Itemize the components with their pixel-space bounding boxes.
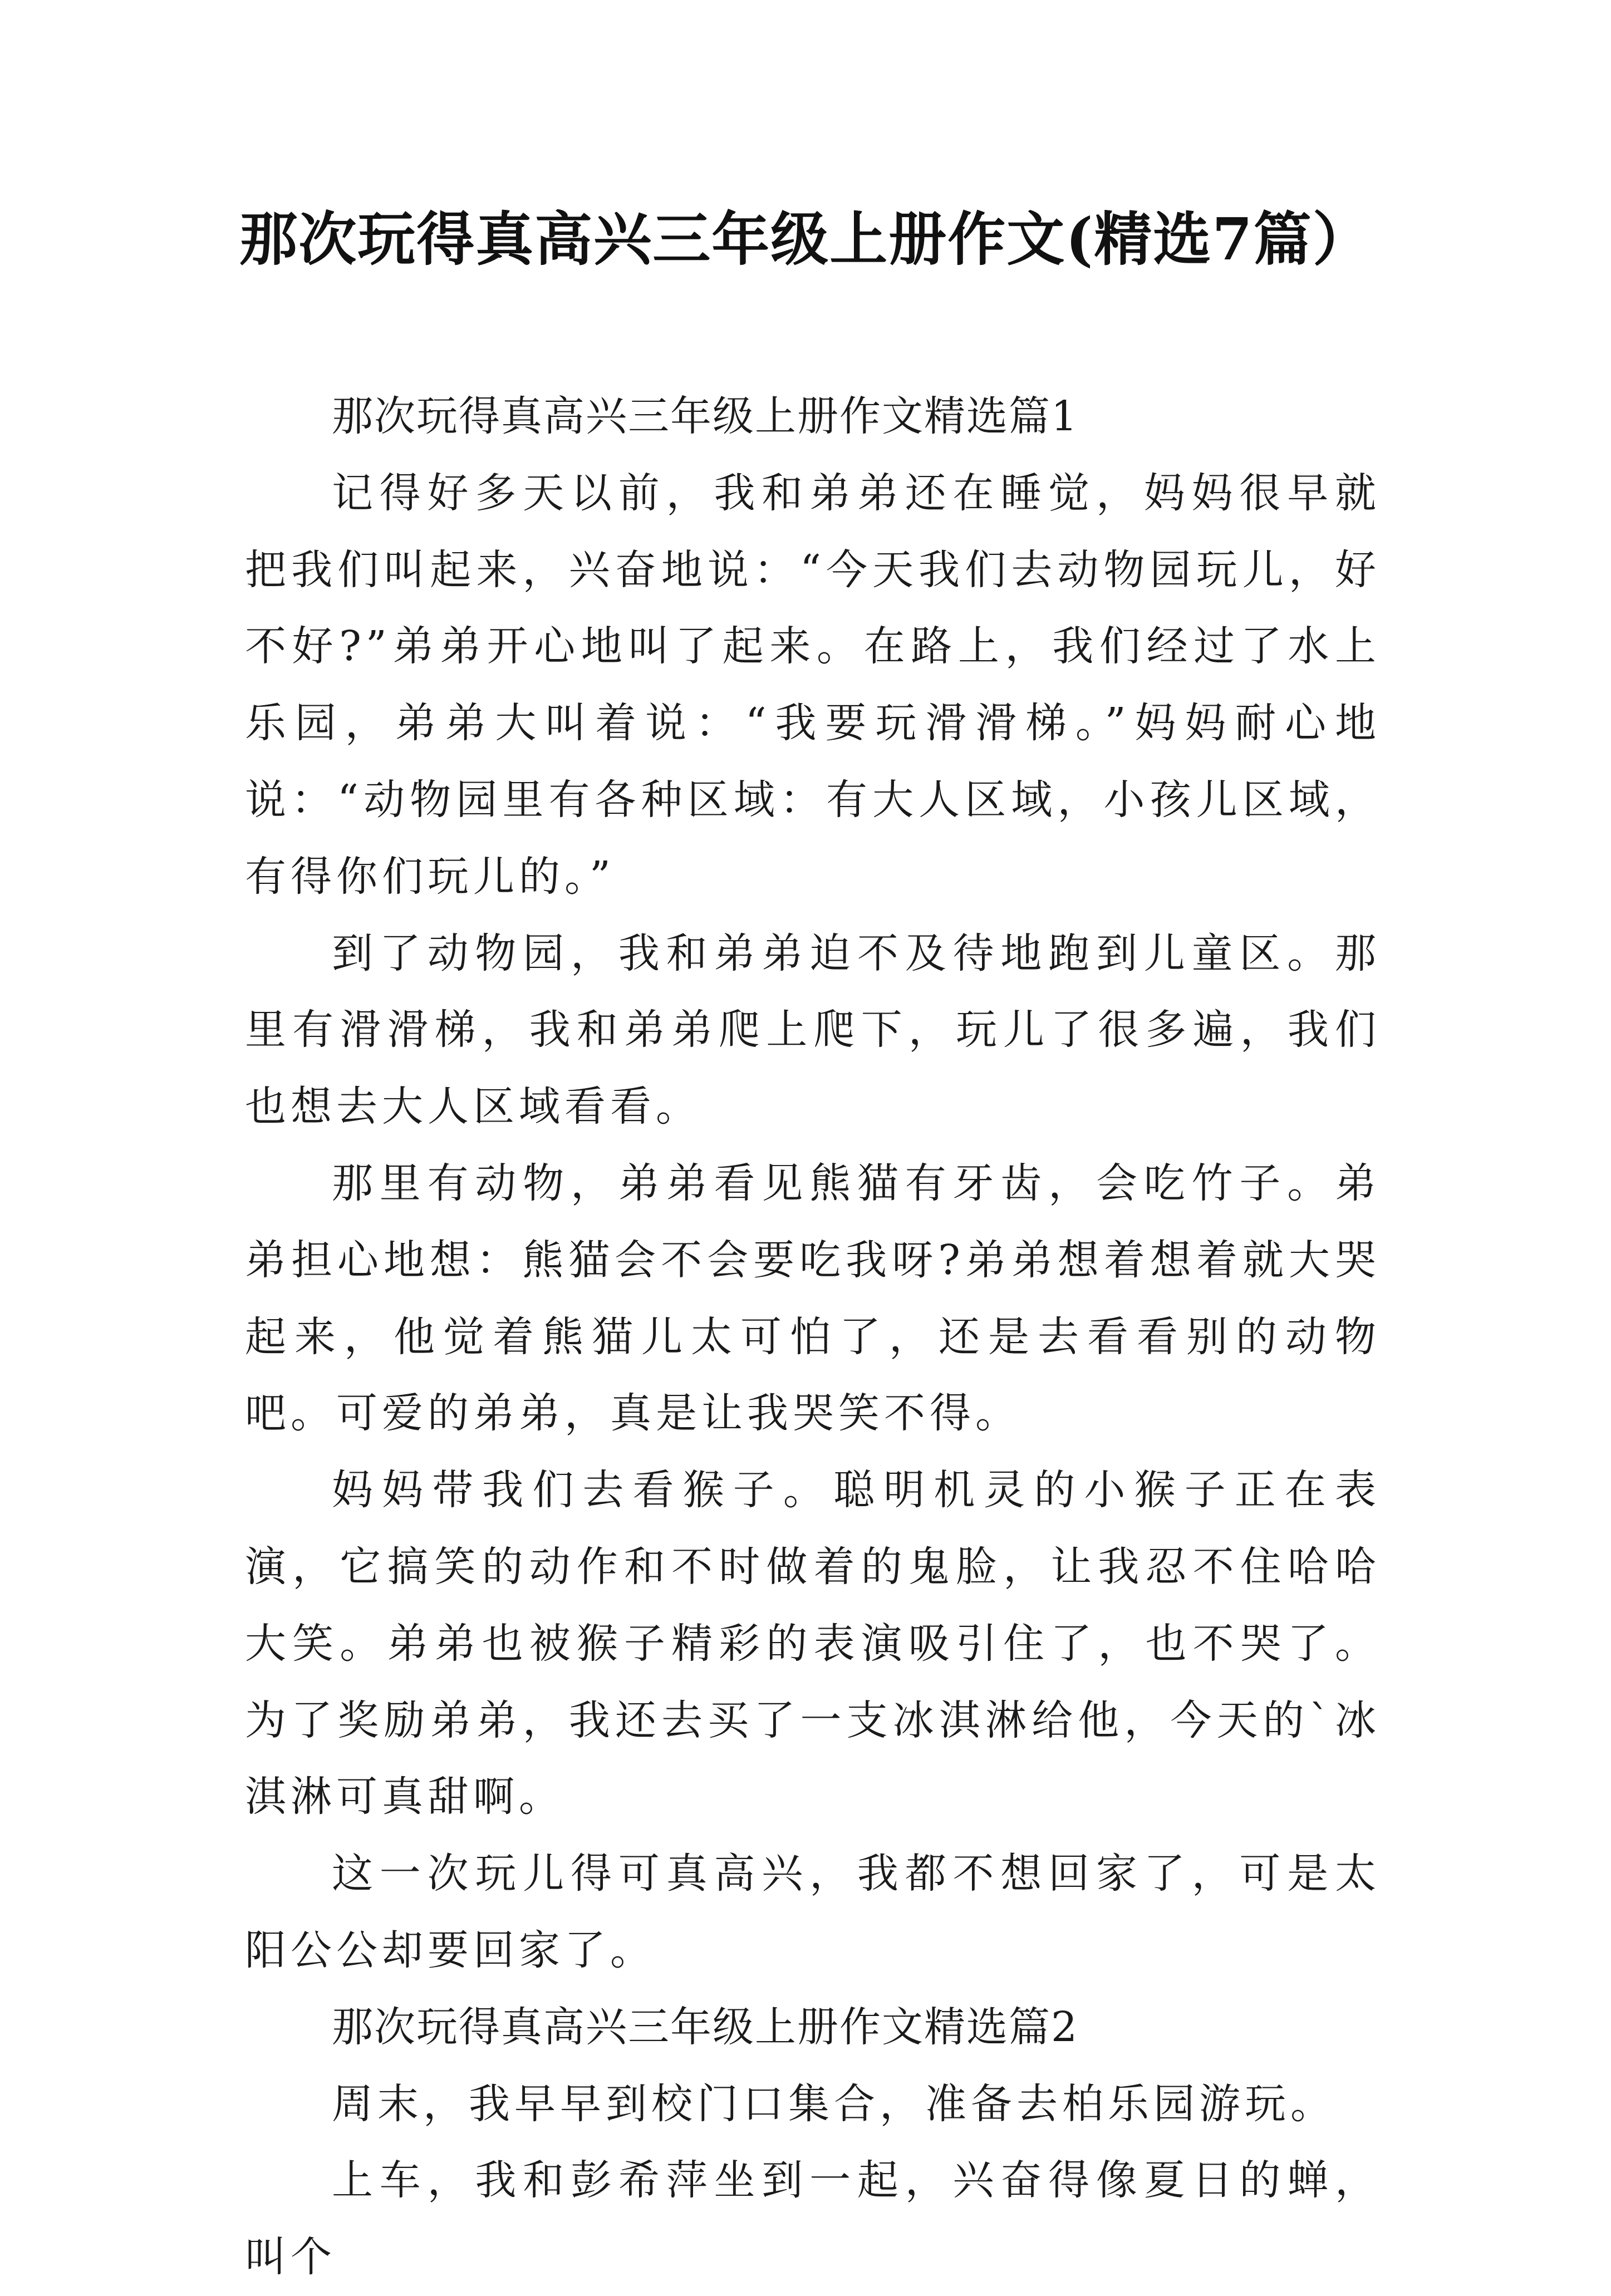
document-body [245,378,1381,2296]
section-heading-2: 那次玩得真高兴三年级上册作文精选篇2 [332,2003,1079,2051]
paragraph: 这一次玩儿得可真高兴，我都不想回家了，可是太阳公公却要回家了。 [245,1850,1381,1974]
paragraph: 那里有动物，弟弟看见熊猫有牙齿，会吃竹子。弟弟担心地想：熊猫会不会要吃我呀?弟弟想着想着就大哭起来，他觉着熊猫儿太可怕了，还是去看看别的动物吧。可爱的弟弟，真是让我哭笑不得。 [245,1159,1381,1438]
paragraph: 周末，我早早到校门口集合，准备去柏乐园游玩。 [332,2079,1336,2128]
document-title: 那次玩得真高兴三年级上册作文(精选7篇） [239,205,1372,273]
paragraph: 上车，我和彭希萍坐到一起，兴奋得像夏日的蝉，叫个 [245,2156,1381,2282]
section-heading-1: 那次玩得真高兴三年级上册作文精选篇1 [332,392,1079,440]
paragraph: 妈妈带我们去看猴子。聪明机灵的小猴子正在表演，它搞笑的动作和不时做着的鬼脸，让我忍不住哈哈大笑。弟弟也被猴子精彩的表演吸引住了，也不哭了。为了奖励弟弟，我还去买了一支冰淇淋给他，今天的`冰淇淋可真甜啊。 [245,1466,1381,1821]
paragraph: 到了动物园，我和弟弟迫不及待地跑到儿童区。那里有滑滑梯，我和弟弟爬上爬下，玩儿了很多遍，我们也想去大人区域看看。 [245,929,1381,1131]
paragraph: 记得好多天以前，我和弟弟还在睡觉，妈妈很早就把我们叫起来，兴奋地说：“今天我们去动物园玩儿，好不好?”弟弟开心地叫了起来。在路上，我们经过了水上乐园，弟弟大叫着说：“我要玩滑滑梯。”妈妈耐心地说：“动物园里有各种区域：有大人区域，小孩儿区域，有得你们玩儿的。” [245,469,1381,901]
